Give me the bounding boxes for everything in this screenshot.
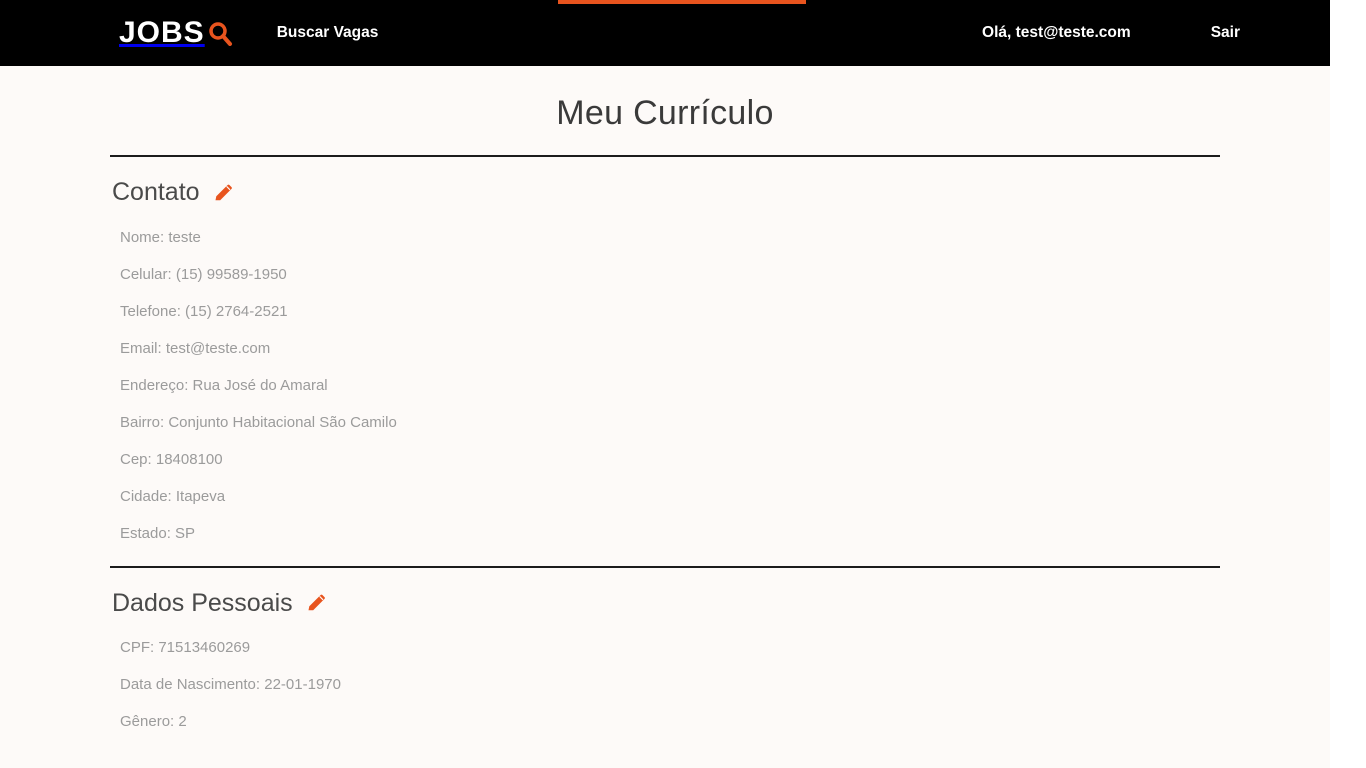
section-header-contato (112, 179, 1220, 207)
resume-content (110, 155, 1220, 740)
logout-button[interactable]: Sair (1210, 24, 1240, 41)
top-navbar (0, 0, 1330, 66)
nav-item-buscar-vagas[interactable]: Buscar Vagas (276, 24, 379, 41)
active-tab-indicator (558, 0, 806, 4)
field-bairro: Bairro: Conjunto Habitacional São Camilo (120, 413, 397, 431)
field-genero: Gênero: 2 (120, 713, 187, 730)
spacer (110, 552, 1220, 566)
section-contato (110, 157, 1220, 552)
field-cidade: Cidade: Itapeva (120, 487, 226, 505)
field-cep: Cep: 18408100 (120, 450, 223, 468)
section-title-contato: Contato (112, 178, 200, 206)
user-greeting: Olá, test@teste.com (982, 24, 1131, 41)
field-cpf: CPF: 71513460269 (120, 639, 251, 656)
page-title: Meu Currículo (556, 94, 774, 132)
field-data-nascimento: Data de Nascimento: 22-01-1970 (120, 676, 341, 693)
field-estado: Estado: SP (120, 524, 196, 542)
magnifier-icon (207, 20, 233, 46)
brand-logo[interactable] (119, 18, 233, 48)
field-celular: Celular: (15) 99589-1950 (120, 265, 287, 283)
section-dados-pessoais (110, 568, 1220, 741)
section-title-dados-pessoais: Dados Pessoais (112, 588, 293, 617)
section-header-dados-pessoais (112, 590, 1220, 618)
field-nome: Nome: teste (120, 228, 201, 246)
pencil-icon[interactable] (212, 181, 236, 205)
page-body (0, 66, 1330, 768)
field-email: Email: test@teste.com (120, 339, 271, 357)
navbar-right-group (982, 24, 1330, 42)
brand-name: JOBS (119, 16, 205, 49)
field-endereco: Endereço: Rua José do Amaral (120, 376, 328, 394)
field-telefone: Telefone: (15) 2764-2521 (120, 302, 288, 320)
pencil-icon[interactable] (305, 591, 329, 615)
